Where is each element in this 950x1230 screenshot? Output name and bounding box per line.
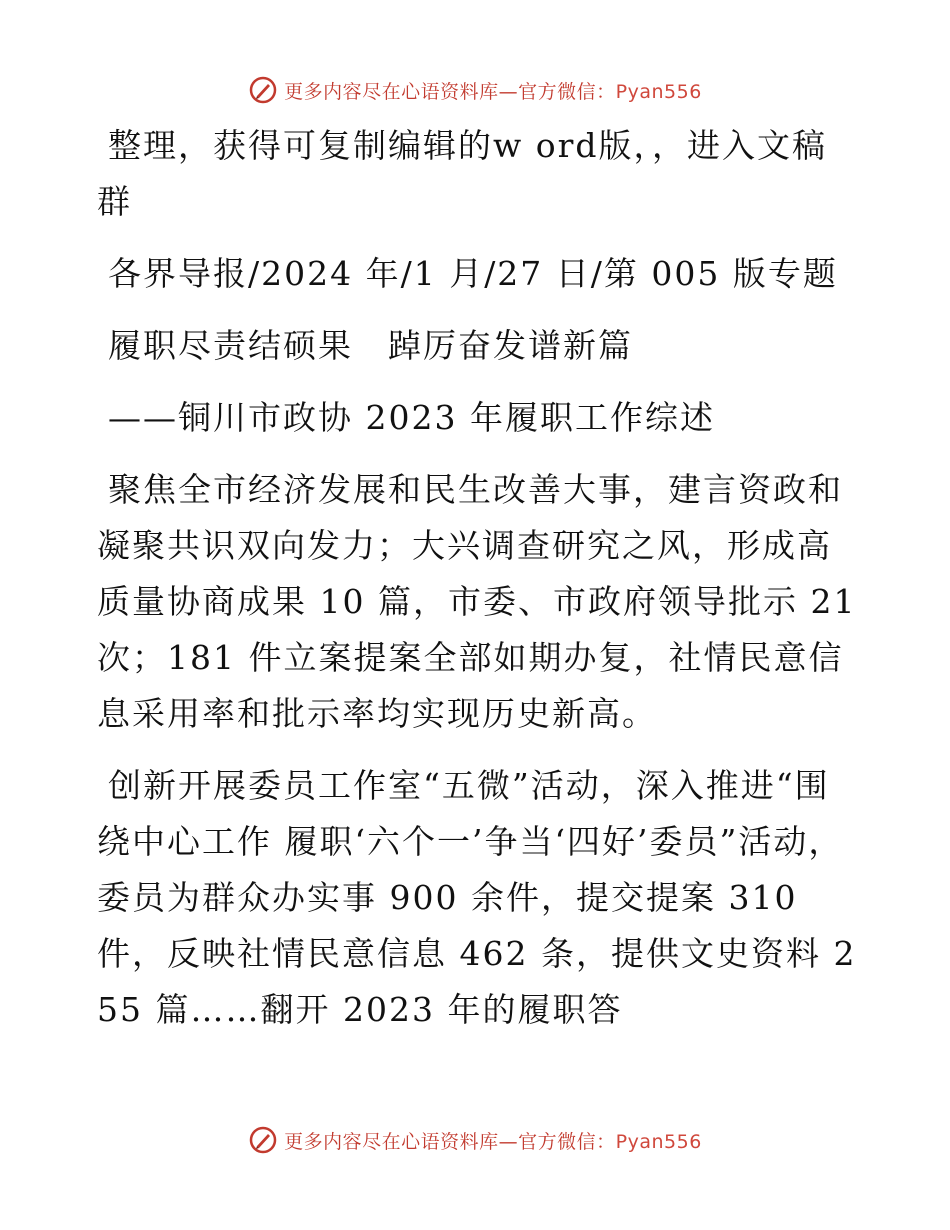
watermark-text: 更多内容尽在心语资料库—官方微信：Pyan556: [284, 80, 702, 103]
footer-watermark: [0, 1120, 950, 1160]
header-watermark: [0, 70, 950, 110]
article-subtitle: ——铜川市政协 2023 年履职工作综述: [108, 398, 715, 437]
source-line: 各界导报/2024 年/1 月/27 日/第 005 版专题: [108, 254, 838, 293]
intro-line: 整理，获得可复制编辑的w ord版，，进入文稿群: [97, 126, 828, 221]
article-title: 履职尽责结硕果 踔厉奋发谱新篇: [108, 326, 633, 365]
pen-logo-icon: [248, 75, 278, 105]
watermark-text: 更多内容尽在心语资料库—官方微信：Pyan556: [284, 1130, 702, 1153]
pen-logo-icon: [248, 1125, 278, 1155]
body-paragraph: 创新开展委员工作室“五微”活动，深入推进“围绕中心工作 履职‘六个一’争当‘四好’委员”活动，委员为群众办实事 900 余件，提交提案 310 件，反映社情民意信息 462 条，提供文史资料 255 篇……翻开 2023 年的履职答: [97, 766, 857, 1029]
document-body: [97, 118, 857, 1054]
body-paragraph: 聚焦全市经济发展和民生改善大事，建言资政和凝聚共识双向发力；大兴调查研究之风，形成高质量协商成果 10 篇，市委、市政府领导批示 21 次；181 件立案提案全部如期办复，社情民意信息采用率和批示率均实现历史新高。: [97, 470, 857, 733]
